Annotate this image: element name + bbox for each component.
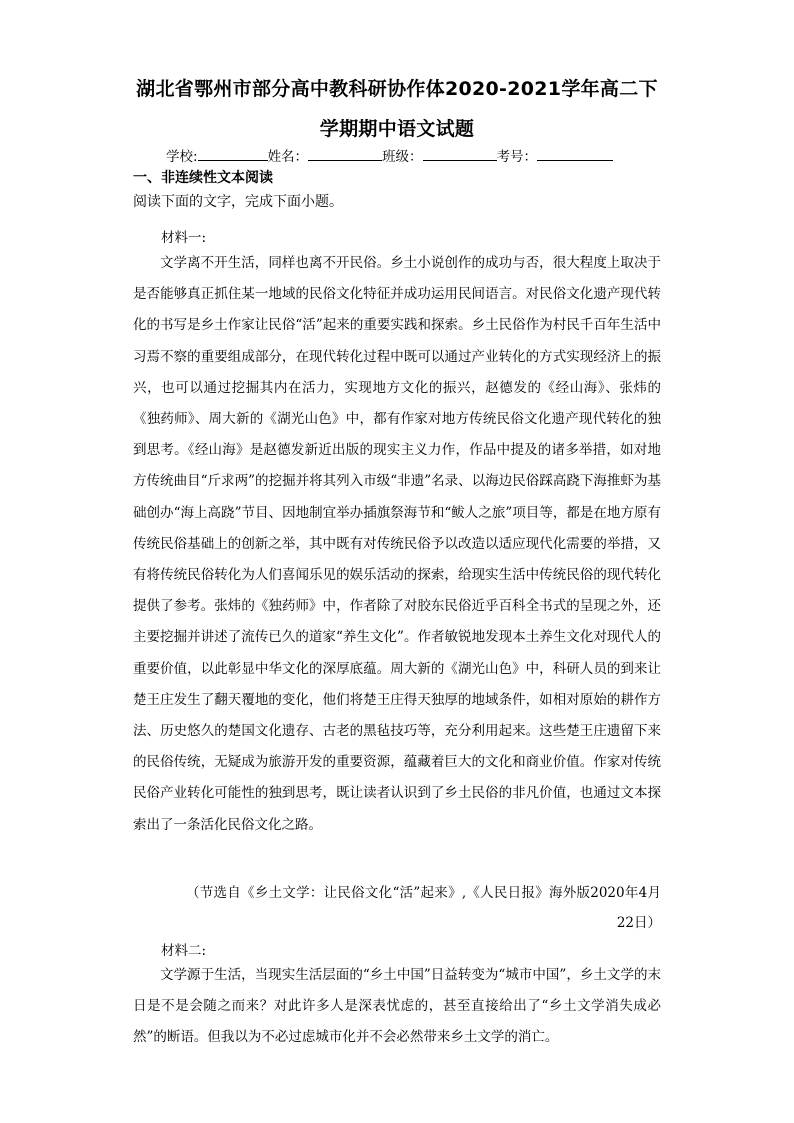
material1-source: （节选自《乡土文学：让民俗文化“活”起来》,《人民日报》海外版2020年4月22日）: [186, 885, 661, 931]
material2-label: 材料二:: [161, 943, 207, 959]
school-label: 学校:: [166, 149, 198, 165]
material2-paragraph: 文学源于生活，当现实生活层面的“乡土中国”日益转变为“城市中国”，乡土文学的末日是不是会随之而来？对此许多人是深表忧虑的，甚至直接给出了“乡土文学消失成必然”的断语。但我以为不必过虑城市化并不会必然带来乡土文学的消亡。: [133, 967, 661, 1046]
number-label: 考号：: [496, 149, 538, 165]
class-blank[interactable]: [423, 148, 497, 161]
school-blank[interactable]: [198, 148, 268, 161]
name-label: 姓名：: [267, 149, 309, 165]
section-instruction: 阅读下面的文字，完成下面小题。: [133, 194, 343, 210]
material1-paragraph: 文学离不开生活，同样也离不开民俗。乡土小说创作的成功与否，很大程度上取决于是否能够真正抓住某一地域的民俗文化特征并成功运用民间语言。对民俗文化遗产现代转化的书写是乡土作家让民俗“活”起来的重要实践和探索。乡土民俗作为村民千百年生活中习焉不察的重要组成部分，在现代转化过程中既可以通过产业转化的方式实现经济上的振兴，也可以通过挖掘其内在活力，实现地方文化的振兴，赵德发的《经山海》、张炜的《独药师》、周大新的《湖光山色》中，都有作家对地方传统民俗文化遗产现代转化的独到思考。《经山海》是赵德发新近出版的现实主义力作，作品中提及的诸多举措，如对地方传统曲目“斤求两”的挖掘并将其列入市级“非遗”名录、以海边民俗踩高跷下海推虾为基础创办“海上高跷”节目、因地制宜举办插旗祭海节和“鲅人之旅”项目等，都是在地方原有传统民俗基础上的创新之举，其中既有对传统民俗予以改造以适应现代化需要的举措，又有将传统民俗转化为人们喜闻乐见的娱乐活动的探索，给现实生活中传统民俗的现代转化提供了参考。张炜的《独药师》中，作者除了对胶东民俗近乎百科全书式的呈现之外，还主要挖掘并讲述了流传已久的道家“养生文化”。作者敏锐地发现本土养生文化对现代人的重要价值，以此彰显中华文化的深厚底蕴。周大新的《湖光山色》中，科研人员的到来让楚王庄发生了翻天覆地的变化，他们将楚王庄得天独厚的地域条件，如相对原始的耕作方法、历史悠久的楚国文化遗存、古老的黑毡技巧等，充分利用起来。这些楚王庄遗留下来的民俗传统，无疑成为旅游开发的重要资源，蕴藏着巨大的文化和商业价值。作家对传统民俗产业转化可能性的独到思考，既让读者认识到了乡土民俗的非凡价值，也通过文本探索出了一条活化民俗文化之路。: [133, 255, 661, 833]
material1-label: 材料一:: [161, 230, 207, 246]
class-label: 班级：: [382, 149, 423, 165]
student-info-line: [166, 145, 613, 165]
name-blank[interactable]: [308, 148, 382, 161]
section-heading: 一、非连续性文本阅读: [133, 170, 273, 186]
number-blank[interactable]: [537, 148, 613, 161]
exam-title-line1: 湖北省鄂州市部分高中教科研协作体2020-2021学年高二下: [136, 78, 658, 100]
exam-title-line2: 学期期中语文试题: [319, 118, 475, 140]
